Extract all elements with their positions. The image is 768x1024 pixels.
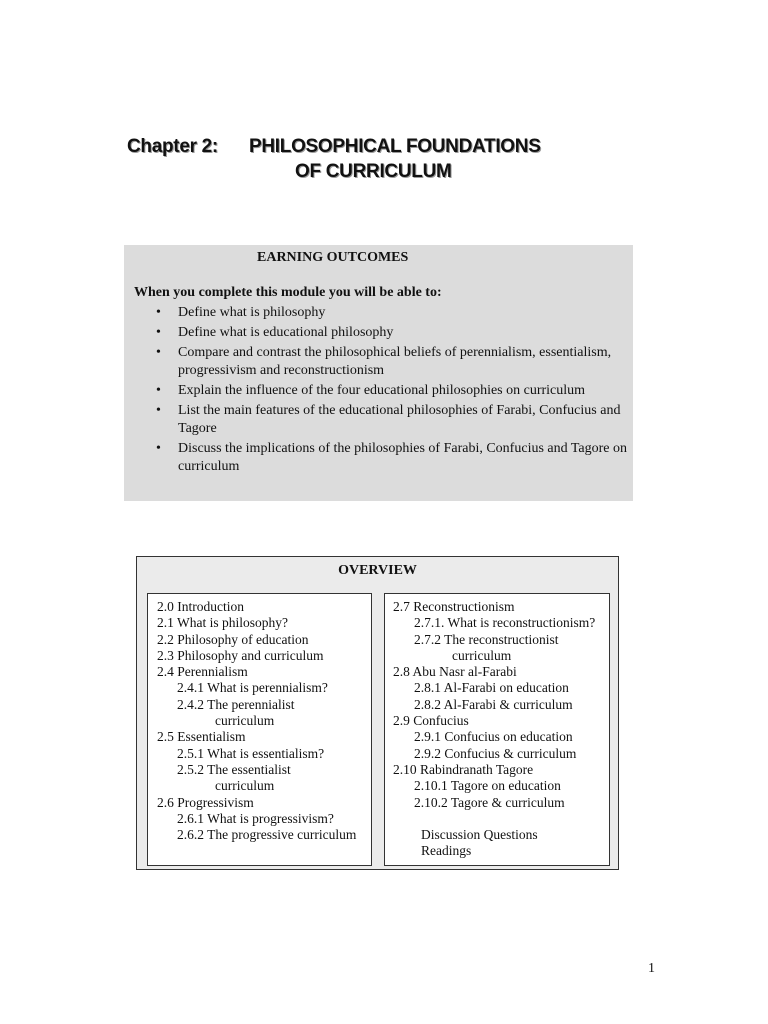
toc-entry: 2.7.2 The reconstructionist [414,631,559,647]
toc-entry: 2.1 What is philosophy? [157,615,288,631]
toc-entry: 2.10.1 Tagore on education [414,778,561,794]
toc-entry: 2.5.2 The essentialist [177,761,291,777]
overview-left-column [147,593,372,866]
overview-box [136,556,619,870]
outcome-item: • List the main features of the educational philosophies of Farabi, Confucius and Tagore [178,402,628,438]
toc-entry: Discussion Questions [421,827,538,843]
toc-entry: 2.5 Essentialism [157,729,246,745]
toc-entry: 2.6 Progressivism [157,794,254,810]
toc-entry: 2.9.2 Confucius & curriculum [414,745,577,761]
toc-entry: 2.4.2 The perennialist [177,696,295,712]
toc-entry: 2.10.2 Tagore & curriculum [414,794,565,810]
outcome-item: • Define what is educational philosophy [178,324,628,342]
toc-entry [385,811,609,827]
toc-entry: 2.7 Reconstructionism [393,599,515,614]
overview-right-column [384,593,610,866]
outcome-item: • Compare and contrast the philosophical beliefs of perennialism, essentialism, progressivism and reconstructionism [178,344,628,380]
toc-entry: 2.6.2 The progressive curriculum [177,827,357,843]
outcome-item: • Define what is philosophy [178,304,628,322]
overview-heading: OVERVIEW [338,563,417,578]
toc-entry: 2.4 Perennialism [157,664,248,680]
toc-entry: 2.8 Abu Nasr al-Farabi [393,664,517,680]
outcome-item: • Discuss the implications of the philosophies of Farabi, Confucius and Tagore on curriculum [178,440,628,476]
toc-entry: 2.8.1 Al-Farabi on education [414,680,569,696]
toc-entry: 2.8.2 Al-Farabi & curriculum [414,696,573,712]
toc-entry: curriculum [215,713,275,729]
toc-entry: 2.6.1 What is progressivism? [177,810,334,826]
toc-entry: 2.7.1. What is reconstructionism? [414,615,596,631]
toc-entry: 2.0 Introduction [157,599,244,614]
learning-outcomes-box [124,245,633,501]
chapter-number: Chapter 2: [127,136,218,157]
toc-entry: 2.4.1 What is perennialism? [177,680,328,696]
outcomes-intro: When you complete this module you will be able to: [134,285,442,300]
toc-entry: 2.3 Philosophy and curriculum [157,647,324,663]
toc-entry: curriculum [452,647,512,663]
toc-entry: curriculum [215,778,275,794]
toc-entry: 2.9.1 Confucius on education [414,729,573,745]
outcome-item: • Explain the influence of the four educational philosophies on curriculum [178,382,628,400]
chapter-title [127,134,647,184]
outcomes-heading: EARNING OUTCOMES [257,250,409,265]
chapter-title-line1: PHILOSOPHICAL FOUNDATIONS [249,136,541,157]
toc-entry: 2.9 Confucius [393,713,469,729]
page-number: 1 [648,961,655,976]
outcomes-list [178,304,628,478]
chapter-title-line2: OF CURRICULUM [295,161,452,182]
toc-entry: 2.5.1 What is essentialism? [177,745,325,761]
toc-entry: 2.2 Philosophy of education [157,631,309,647]
toc-entry: 2.10 Rabindranath Tagore [393,761,534,777]
toc-entry: Readings [421,843,472,859]
